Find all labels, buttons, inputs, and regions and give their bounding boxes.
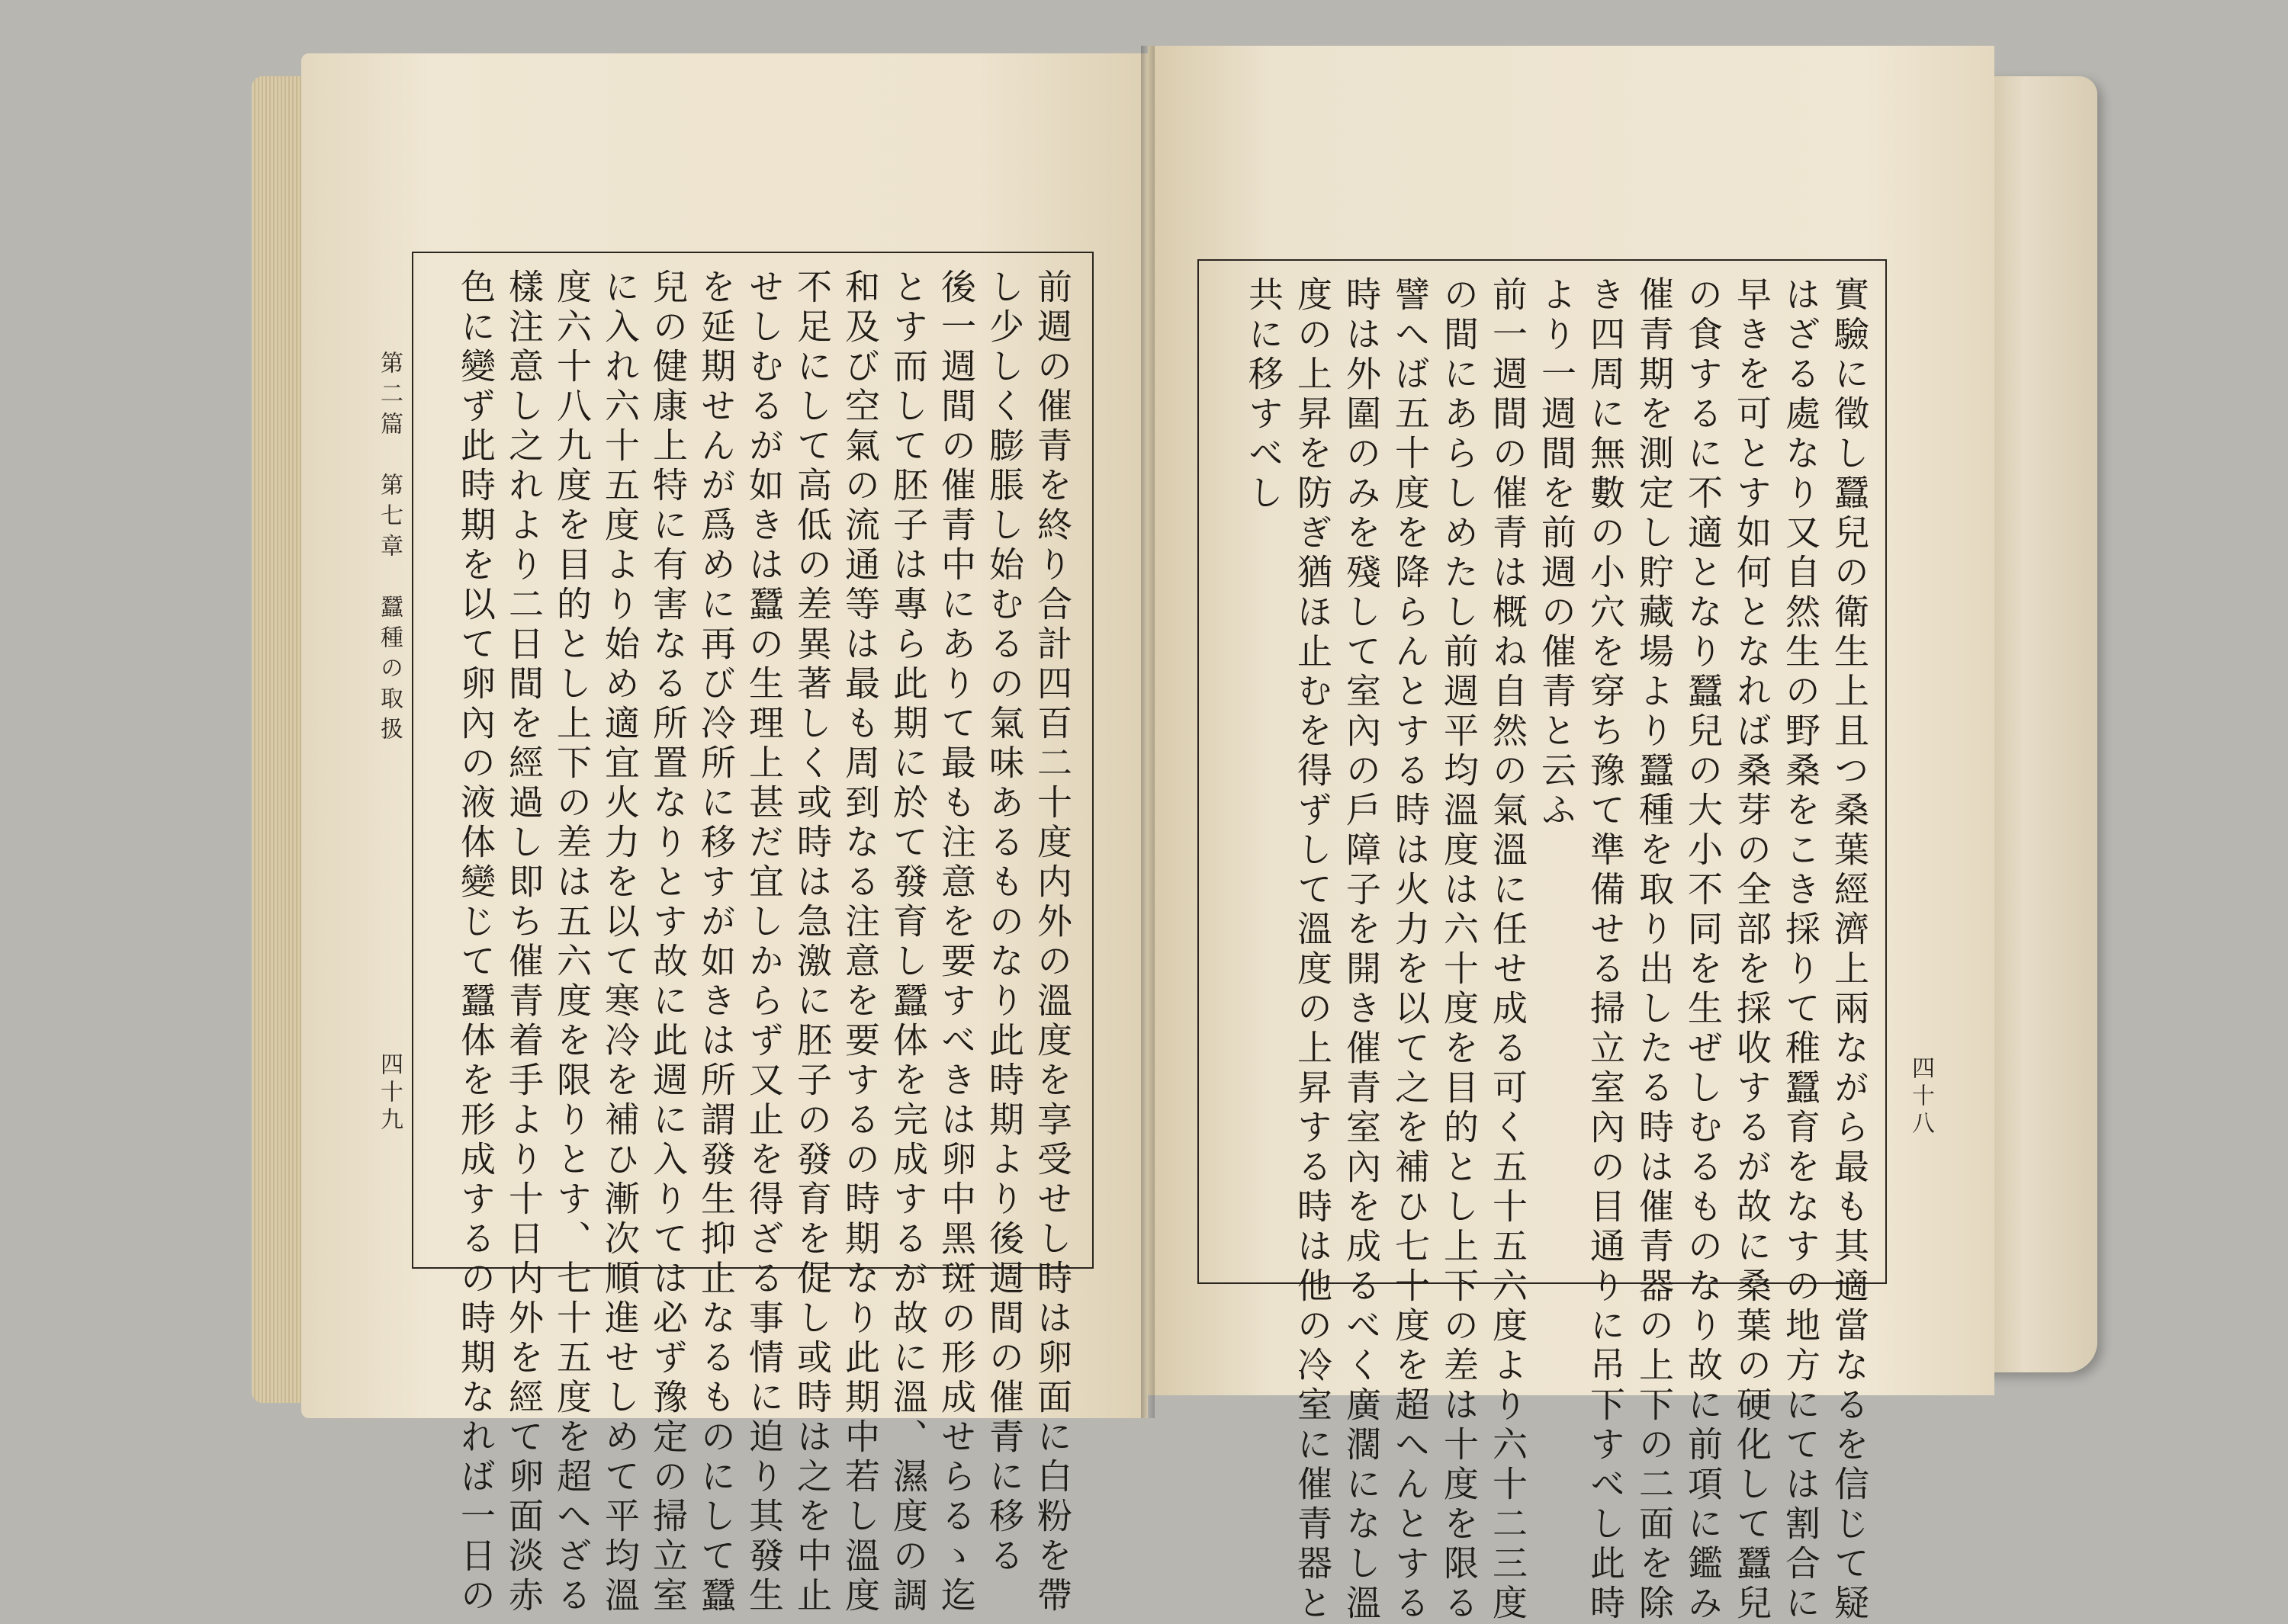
text-column: 共に移すべし [1243, 276, 1284, 514]
text-column: 前一週間の催青は概ね自然の氣溫に任せ成る可く五十五六度より六十二三度 [1487, 276, 1528, 1624]
text-column: 不足にして高低の差異著しく或時は急激に胚子の發育を促し或時は之を中止 [792, 268, 833, 1616]
text-column: 度六十八九度を目的とし上下の差は五六度を限りとす、七十五度を超へざる [551, 268, 593, 1616]
text-column: を延期せんが爲めに再び冷所に移すが如きは所謂發生抑止なるものにして蠶 [696, 268, 737, 1616]
right-text-frame [1197, 259, 1887, 1624]
running-header: 第二篇 第七章 蠶種の取扱 [376, 351, 403, 747]
text-column: 前週の催青を終り合計四百二十度内外の溫度を享受せし時は卵面に白粉を帶 [1032, 268, 1073, 1616]
text-column: 譬へば五十度を降らんとする時は火力を以て之を補ひ七十度を超へんとする [1390, 276, 1431, 1624]
text-column: き四周に無數の小穴を穿ち豫て準備せる掃立室內の目通りに吊下すべし此時 [1585, 276, 1626, 1624]
text-column: 催青期を測定し貯藏場より蠶種を取り出したる時は催青器の上下の二面を除 [1634, 276, 1675, 1624]
text-column: 色に變ず此時期を以て卵內の液体變じて蠶体を形成するの時期なれば一日の [455, 268, 496, 1616]
text-column: 時は外圍のみを殘して室內の戶障子を開き催青室內を成るべく廣濶になし溫 [1341, 276, 1382, 1624]
text-column: に入れ六十五度より始め適宜火力を以て寒冷を補ひ漸次順進せしめて平均溫 [599, 268, 641, 1616]
book-gutter [1141, 46, 1155, 1418]
text-column: 度の上昇を防ぎ猶ほ止むを得ずして溫度の上昇する時は他の冷室に催青器と [1292, 276, 1333, 1624]
text-column: とす而して胚子は專ら此期に於て發育し蠶体を完成するが故に溫、濕度の調 [888, 268, 929, 1616]
text-column: の間にあらしめたし前週平均溫度は六十度を目的とし上下の差は十度を限る [1438, 276, 1480, 1624]
text-column: 實驗に徵し蠶兒の衛生上且つ桑葉經濟上兩ながら最も其適當なるを信じて疑 [1829, 276, 1870, 1624]
left-page-number: 四十九 [376, 1052, 403, 1135]
text-column: より一週間を前週の催青と云ふ [1536, 276, 1577, 831]
text-column: し少しく膨脹し始むるの氣味あるものなり此時期より後週間の催青に移る [984, 268, 1025, 1577]
text-column: 兒の健康上特に有害なる所置なりとす故に此週に入りては必ず豫定の掃立室 [648, 268, 689, 1616]
text-column: 後一週間の催青中にありて最も注意を要すべきは卵中黑斑の形成せらるゝ迄 [936, 268, 977, 1616]
text-column: せしむるが如きは蠶の生理上甚だ宜しからず又止を得ざる事情に迫り其發生 [744, 268, 785, 1616]
text-column: はざる處なり又自然生の野桑をこき採りて稚蠶育をなすの地方にては割合に [1780, 276, 1821, 1624]
text-column: 樣注意し之れより二日間を經過し即ち催青着手より十日内外を經て卵面淡赤 [503, 268, 545, 1616]
text-column: 早きを可とす如何となれば桑芽の全部を採收するが故に桑葉の硬化して蠶兒 [1731, 276, 1772, 1624]
text-column: 和及び空氣の流通等は最も周到なる注意を要するの時期なり此期中若し溫度 [840, 268, 881, 1616]
left-text-frame [412, 252, 1094, 1616]
right-page-number: 四十八 [1907, 1056, 1934, 1138]
text-column: の食するに不適となり蠶兒の大小不同を生ぜしむるものなり故に前項に鑑み [1682, 276, 1724, 1624]
